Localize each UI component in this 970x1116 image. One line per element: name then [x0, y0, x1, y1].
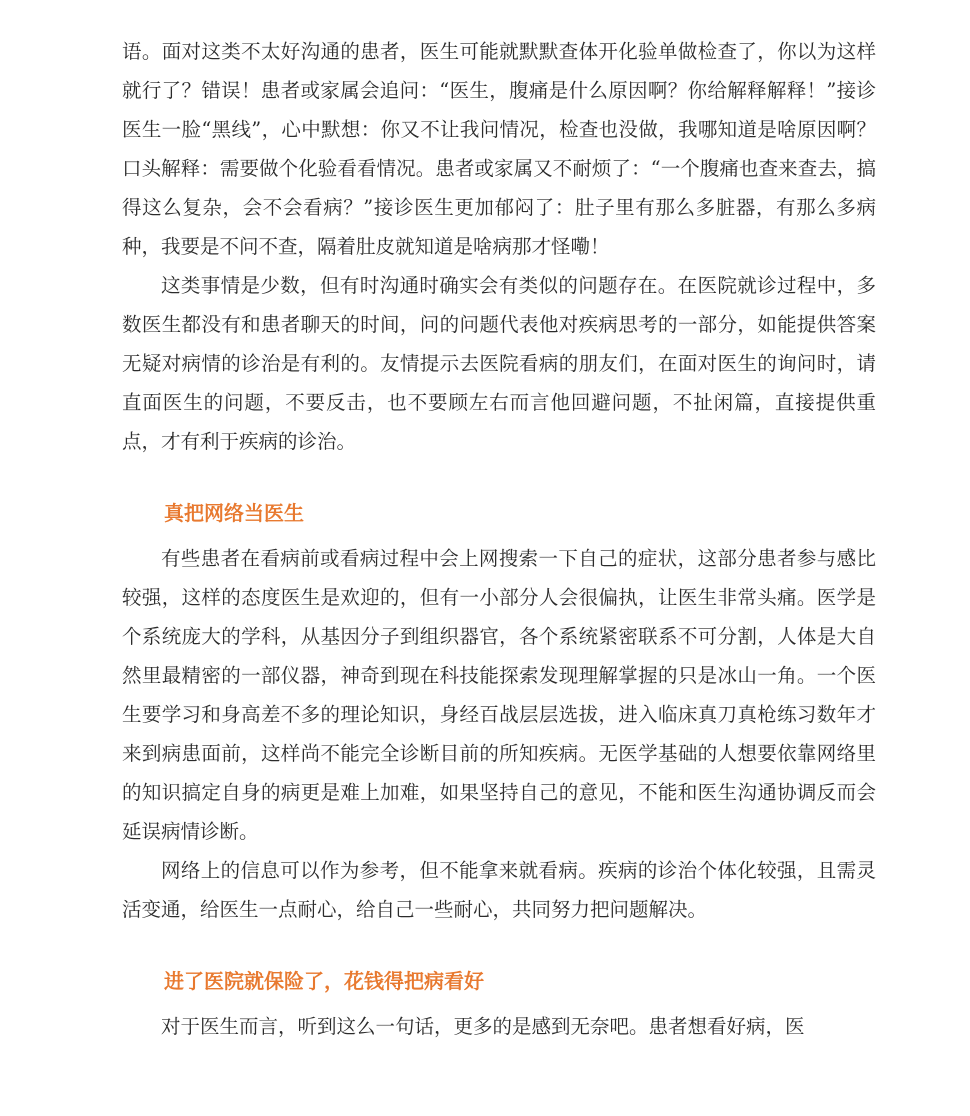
paragraph-2: 这类事情是少数，但有时沟通时确实会有类似的问题存在。在医院就诊过程中，多数医生都没有和患者聊天的时间，问的问题代表他对疾病思考的一部分，如能提供答案无疑对病情的诊治是有利的。友情提示去医院看病的朋友们，在面对医生的询问时，请直面医生的问题，不要反击，也不要顾左右而言他回避问题，不扯闲篇，直接提供重点，才有利于疾病的诊治。: [122, 274, 876, 453]
document-page: [122, 32, 876, 1046]
paragraph-3: 有些患者在看病前或看病过程中会上网搜索一下自己的症状，这部分患者参与感比较强，这样的态度医生是欢迎的，但有一小部分人会很偏执，让医生非常头痛。医学是个系统庞大的学科，从基因分子到组织器官，各个系统紧密联系不可分割，人体是大自然里最精密的一部仪器，神奇到现在科技能探索发现理解掌握的只是冰山一角。一个医生要学习和身高差不多的理论知识，身经百战层层选拔，进入临床真刀真枪练习数年才来到病患面前，这样尚不能完全诊断目前的所知疾病。无医学基础的人想要依靠网络里的知识搞定自身的病更是难上加难，如果坚持自己的意见，不能和医生沟通协调反而会延误病情诊断。: [122, 547, 876, 843]
section-heading-hospital-insurance: 进了医院就保险了，花钱得把病看好: [164, 969, 484, 993]
paragraph-1: 语。面对这类不太好沟通的患者，医生可能就默默查体开化验单做检查了，你以为这样就行了？错误！患者或家属会追问：“医生，腹痛是什么原因啊？你给解释解释！”接诊医生一脸“黑线”，心中默想：你又不让我问情况，检查也没做，我哪知道是啥原因啊？口头解释：需要做个化验看看情况。患者或家属又不耐烦了：“一个腹痛也查来查去，搞得这么复杂，会不会看病？”接诊医生更加郁闷了：肚子里有那么多脏器，有那么多病种，我要是不问不查，隔着肚皮就知道是啥病那才怪嘞！: [122, 40, 876, 258]
paragraph-4: 网络上的信息可以作为参考，但不能拿来就看病。疾病的诊治个体化较强，且需灵活变通，给医生一点耐心，给自己一些耐心，共同努力把问题解决。: [122, 859, 876, 921]
paragraph-5: 对于医生而言，听到这么一句话，更多的是感到无奈吧。患者想看好病，医: [161, 1015, 805, 1038]
section-heading-internet-as-doctor: 真把网络当医生: [164, 501, 304, 525]
